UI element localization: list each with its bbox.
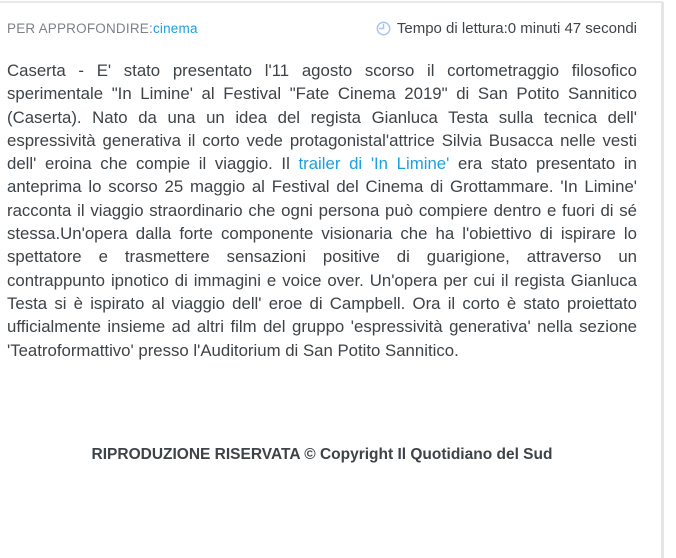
body-text-after-link: era stato presentato in anteprima lo scorso 25 maggio al Festival del Cinema di Grottammare. 'In Limine' racconta il viaggio straordinario che ogni persona può compiere dentro e fuori di sé stessa.Un'opera dalla forte componente visionaria che ha l'obiettivo di ispirare lo spettatore e trasmettere sensazioni positive di guarigione, attraverso un contrappunto ipnotico di immagini e voice over. Un'opera per cui il regista Gianluca Testa si è ispirato al viaggio dell' eroe di Campbell. Ora il corto è stato proiettato ufficialmente insieme ad altri film del gruppo 'espressività generativa' nella sezione 'Teatroformattivo' presso l'Auditorium di San Potito Sannitico. <box>7 154 637 360</box>
meta-bar <box>7 20 637 37</box>
topic-link-cinema[interactable]: cinema <box>152 21 198 36</box>
related-topics <box>7 21 198 36</box>
article-body <box>7 59 637 362</box>
copyright-notice: RIPRODUZIONE RISERVATA © Copyright Il Quotidiano del Sud <box>91 445 553 463</box>
reading-time <box>376 20 637 37</box>
per-approfondire-label: PER APPROFONDIRE: <box>7 21 153 36</box>
body-text-before-link: Caserta - E' stato presentato l'11 agosto scorso il cortometraggio filosofico sperimentale "In Limine' al Festival "Fate Cinema 2019" di San Potito Sannitico (Caserta). Nato da una un idea del regista Gianluca Testa sulla tecnica dell' espressività generativa il corto vede protagonistal'attrice Silvia Busacca nelle vesti dell' eroina che compie il viaggio. Il <box>7 61 637 174</box>
trailer-link[interactable]: trailer di 'In Limine' <box>298 154 450 174</box>
clock-icon <box>376 21 391 36</box>
reading-time-text: Tempo di lettura:0 minuti 47 secondi <box>396 20 637 37</box>
